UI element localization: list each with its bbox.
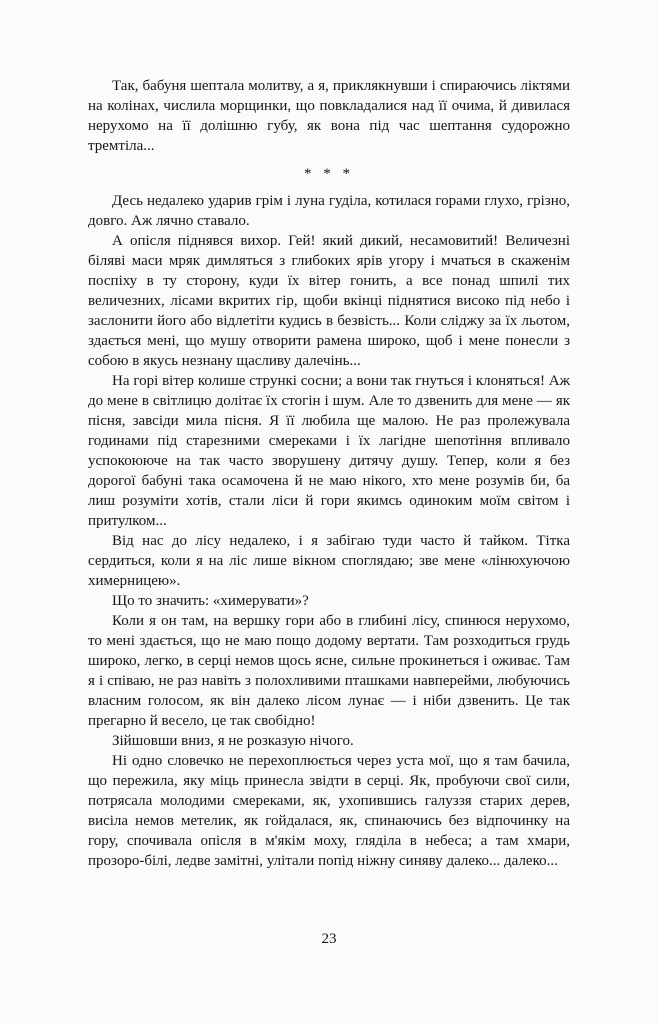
paragraph: Десь недалеко ударив грім і луна гуділа, котилася горами глухо, грізно, довго. Аж лячно ставало.: [88, 193, 570, 229]
paragraph: Ні одно словечко не перехоплюється через уста мої, що я там бачила, що пережила, яку міць принесла звідти в серці. Як, пробуючи свої сили, потрясала молодими смереками, як, ухопившись галуззя старих дерев, висіла немов метелик, як гойдалася, як, спинаючись без відпочинку на гору, спочивала опісля в м'якім моху, гляділа в небеса; а там хмари, прозоро-білі, ледве замітні, улітали попід ніжну синяву далеко... далеко...: [88, 753, 570, 869]
paragraph: Зійшовши вниз, я не розказую нічого.: [112, 733, 354, 749]
section-separator: * * *: [304, 166, 354, 182]
page-number: 23: [321, 931, 337, 947]
paragraph: Коли я он там, на вершку гори або в глибині лісу, спинюся нерухомо, то мені здається, що не маю пощо додому вертати. Там розходиться грудь широко, легко, в серці немов щось ясне, сильне прокинеться і оживає. Там я і співаю, не раз навіть з полохливими пташками навперейми, любуючись власним голосом, як він далеко лісом лунає — і ніби дзвенить. Це так прегарно й весело, це так свобідно!: [88, 613, 570, 729]
paragraph: Від нас до лісу недалеко, і я забігаю туди часто й тайком. Тітка сердиться, коли я на ліс лише вікном споглядаю; зве мене «лінюхуючою химерницею».: [88, 533, 570, 589]
paragraph: На горі вітер колише стрункі сосни; а вони так гнуться і клоняться! Аж до мене в світлицю долітає їх стогін і шум. Але то дзвенить для мене — як пісня, завсіди мила пісня. Я її любила ще малою. Не раз пролежувала годинами під старезними смереками і їх лагідне шепотіння впливало успокоююче на так часто зворушену дитячу душу. Тепер, коли я без дорогої бабуні така осамочена й не маю нікого, хто мене розумів би, ба лиш розуміти хотів, стали ліси й гори якимсь одиноким моїм світом і притулком...: [88, 373, 570, 529]
paragraph: А опісля піднявся вихор. Гей! який дикий, несамовитий! Величезні біляві маси мряк димляться з глибоких ярів угору і мчаться в скаженім поспіху в ту сторону, куди їх вітер гонить, а все понад шпилі тих величезних, лісами вкритих гір, щоби вкінці піднятися високо під небо і заслонити його або відлетіти кудись в безвість... Коли сліджу за їх льотом, здається мені, що мушу отворити рамена широко, щоб і мене понесли з собою в якусь незнану щасливу далечінь...: [88, 233, 570, 369]
paragraph: Так, бабуня шептала молитву, а я, приклякнувши і спираючись ліктями на колінах, числила морщинки, що повкладалися над її очима, й дивилася нерухомо на її долішню губу, як вона під час шептання судорожно тремтіла...: [88, 78, 570, 154]
paragraph: Що то значить: «химерувати»?: [112, 593, 309, 609]
page-text: [88, 76, 570, 871]
